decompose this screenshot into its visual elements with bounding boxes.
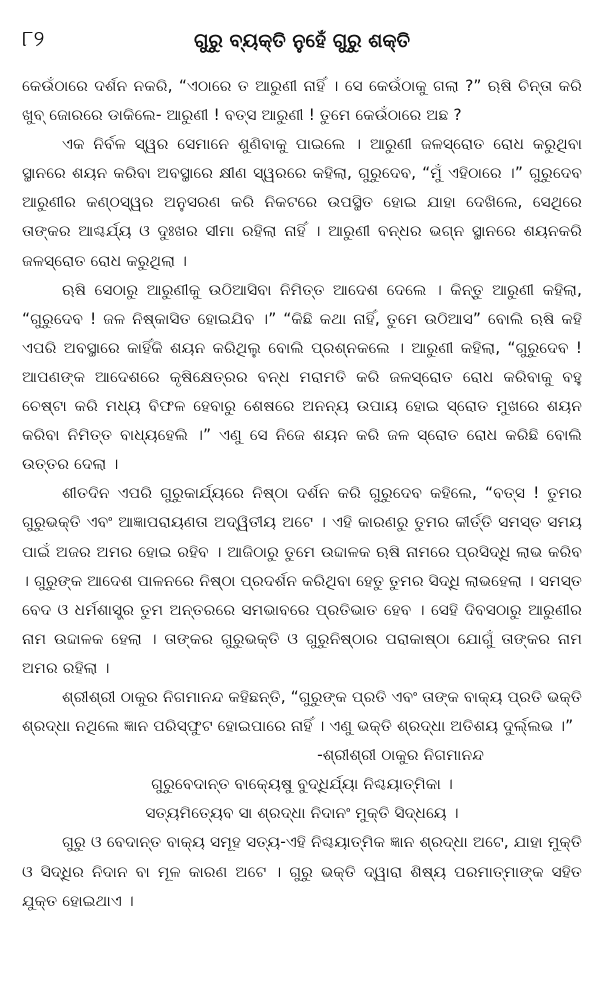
page-header: [22, 26, 582, 62]
verse-line: ଗୁରୁବେଦାନ୍ତ ବାକ୍ୟେଷୁ ବୁଦ୍ଧିର୍ଯ୍ୟା ନିଶ୍ଚୟାତ୍ମିକା ।: [151, 775, 453, 794]
verse-line: ସତ୍ୟମିତ୍ୟେବ ସା ଶ୍ରଦ୍ଧା ନିଦାନଂ ମୁକ୍ତି ସିଦ୍ଧୟେ ।: [145, 804, 459, 823]
body-text: [22, 72, 582, 916]
quote-attribution: -ଶ୍ରୀଶ୍ରୀ ଠାକୁର ନିଗମାନନ୍ଦ: [317, 746, 484, 765]
paragraph-continuation: କେଉଁଠାରେ ଦର୍ଶନ ନକରି, “ଏଠାରେ ତ ଆରୁଣୀ ନାହିଁ । ସେ କେଉଁଠାକୁ ଗଲା ?” ଋଷି ଚିନ୍ତା କରି ଖୁବ୍ ଜୋରରେ ଡାକିଲେ- ଆରୁଣୀ ! ବତ୍ସ ଆରୁଣୀ ! ତୁମେ କେଉଁଠାରେ ଅଛ ?: [22, 77, 582, 125]
paragraph: ଋଷି ସେଠାରୁ ଆରୁଣୀକୁ ଉଠିଆସିବା ନିମିତ୍ତ ଆଦେଶ ଦେଲେ । କିନ୍ତୁ ଆରୁଣୀ କହିଲା, “ଗୁରୁଦେବ ! ଜଳ ନିଷ୍କାସିତ ହୋଇଯିବ ।” “କିଛି କଥା ନାହିଁ, ତୁମେ ଉଠିଆସ” ବୋଲି ଋଷି କହି ଏପରି ଅବସ୍ଥାରେ କାହିଁକି ଶୟନ କରିଥିଲୁ ବୋଲି ପ୍ରଶ୍ନକଲେ । ଆରୁଣୀ କହିଲା, “ଗୁରୁଦେବ ! ଆପଣଙ୍କ ଆଦେଶରେ କୃଷିକ୍ଷେତ୍ରର ବନ୍ଧ ମରାମତି କରି ଜଳସ୍ରୋତ ରୋଧ କରିବାକୁ ବହୁ ଚେଷ୍ଟା କରି ମଧ୍ୟ ବିଫଳ ହେବାରୁ ଶେଷରେ ଅନନ୍ୟ ଉପାୟ ହୋଇ ସ୍ରୋତ ମୁଖରେ ଶୟନ କରିବା ନିମିତ୍ତ ବାଧ୍ୟହେଲି ।” ଏଣୁ ସେ ନିଜେ ଶୟନ କରି ଜଳ ସ୍ରୋତ ରୋଧ କରିଛି ବୋଲି ଉତ୍ତର ଦେଲା ।: [22, 280, 582, 474]
page-number: ୮୨: [22, 27, 45, 52]
paragraph-quote: ଶ୍ରୀଶ୍ରୀ ଠାକୁର ନିଗମାନନ୍ଦ କହିଛନ୍ତି, “ଗୁରୁଙ୍କ ପ୍ରତି ଏବଂ ତାଙ୍କ ବାକ୍ୟ ପ୍ରତି ଭକ୍ତି ଶ୍ରଦ୍ଧା ନଥିଲେ ଜ୍ଞାନ ପରିସ୍ଫୁଟ ହୋଇପାରେ ନାହିଁ । ଏଣୁ ଭକ୍ତି ଶ୍ରଦ୍ଧା ଅତିଶୟ ଦୁର୍ଲ୍ଲଭ ।”: [22, 687, 582, 736]
paragraph: ଏକ ନିର୍ବଳ ସ୍ୱର ସେମାନେ ଶୁଣିବାକୁ ପାଇଲେ । ଆରୁଣୀ ଜଳସ୍ରୋତ ରୋଧ କରୁଥିବା ସ୍ଥାନରେ ଶୟନ କରିବା ଅବସ୍ଥାରେ କ୍ଷୀଣ ସ୍ୱରରେ କହିଲା, ଗୁରୁଦେବ, “ମୁଁ ଏହିଠାରେ ।” ଗୁରୁଦେବ ଆରୁଣୀର କଣ୍ଠସ୍ୱର ଅନୁସରଣ କରି ନିକଟରେ ଉପସ୍ଥିତ ହୋଇ ଯାହା ଦେଖିଲେ, ସେଥିରେ ତାଙ୍କର ଆଶ୍ଚର୍ଯ୍ୟ ଓ ଦୁଃଖର ସୀମା ରହିଲା ନାହିଁ । ଆରୁଣୀ ବନ୍ଧର ଭଗ୍ନ ସ୍ଥାନରେ ଶୟନକରି ଜଳସ୍ରୋତ ରୋଧ କରୁଥିଲା ।: [22, 135, 582, 270]
running-title: ଗୁରୁ ବ୍ୟକ୍ତି ନୁହେଁ ଗୁରୁ ଶକ୍ତି: [193, 30, 411, 52]
closing-paragraph: ଗୁରୁ ଓ ବେଦାନ୍ତ ବାକ୍ୟ ସମୂହ ସତ୍ୟ-ଏହି ନିଶ୍ଚୟାତ୍ମିକ ଜ୍ଞାନ ଶ୍ରଦ୍ଧା ଅଟେ, ଯାହା ମୁକ୍ତି ଓ ସିଦ୍ଧିର ନିଦାନ ବା ମୂଳ କାରଣ ଅଟେ । ଗୁରୁ ଭକ୍ତି ଦ୍ୱାରା ଶିଷ୍ୟ ପରମାତ୍ମାଙ୍କ ସହିତ ଯୁକ୍ତ ହୋଇଥାଏ ।: [22, 833, 582, 910]
paragraph: ଶୀତଦିନ ଏପରି ଗୁରୁକାର୍ଯ୍ୟରେ ନିଷ୍ଠା ଦର୍ଶନ କରି ଗୁରୁଦେବ କହିଲେ, “ବତ୍ସ ! ତୁମର ଗୁରୁଭକ୍ତି ଏବଂ ଆଜ୍ଞାପରାୟଣତା ଅଦ୍ୱିତୀୟ ଅଟେ । ଏହି କାରଣରୁ ତୁମର କୀର୍ତ୍ତି ସମସ୍ତ ସମୟ ପାଇଁ ଅଜର ଅମର ହୋଇ ରହିବ । ଆଜିଠାରୁ ତୁମେ ଉଦ୍ଦାଳକ ଋଷି ନାମରେ ପ୍ରସିଦ୍ଧି ଲାଭ କରିବ । ଗୁରୁଙ୍କ ଆଦେଶ ପାଳନରେ ନିଷ୍ଠା ପ୍ରଦର୍ଶନ କରିଥିବା ହେତୁ ତୁମର ସିଦ୍ଧି ଲାଭହେଲା । ସମସ୍ତ ବେଦ ଓ ଧର୍ମଶାସ୍ତ୍ର ତୁମ ଅନ୍ତରରେ ସମଭାବରେ ପ୍ରତିଭାତ ହେବ । ସେହି ଦିବସଠାରୁ ଆରୁଣୀର ନାମ ଉଦ୍ଦାଳକ ହେଲା । ତାଙ୍କର ଗୁରୁଭକ୍ତି ଓ ଗୁରୁନିଷ୍ଠାର ପରାକାଷ୍ଠା ଯୋଗୁଁ ତାଙ୍କର ନାମ ଅମର ରହିଲା ।: [22, 484, 582, 677]
